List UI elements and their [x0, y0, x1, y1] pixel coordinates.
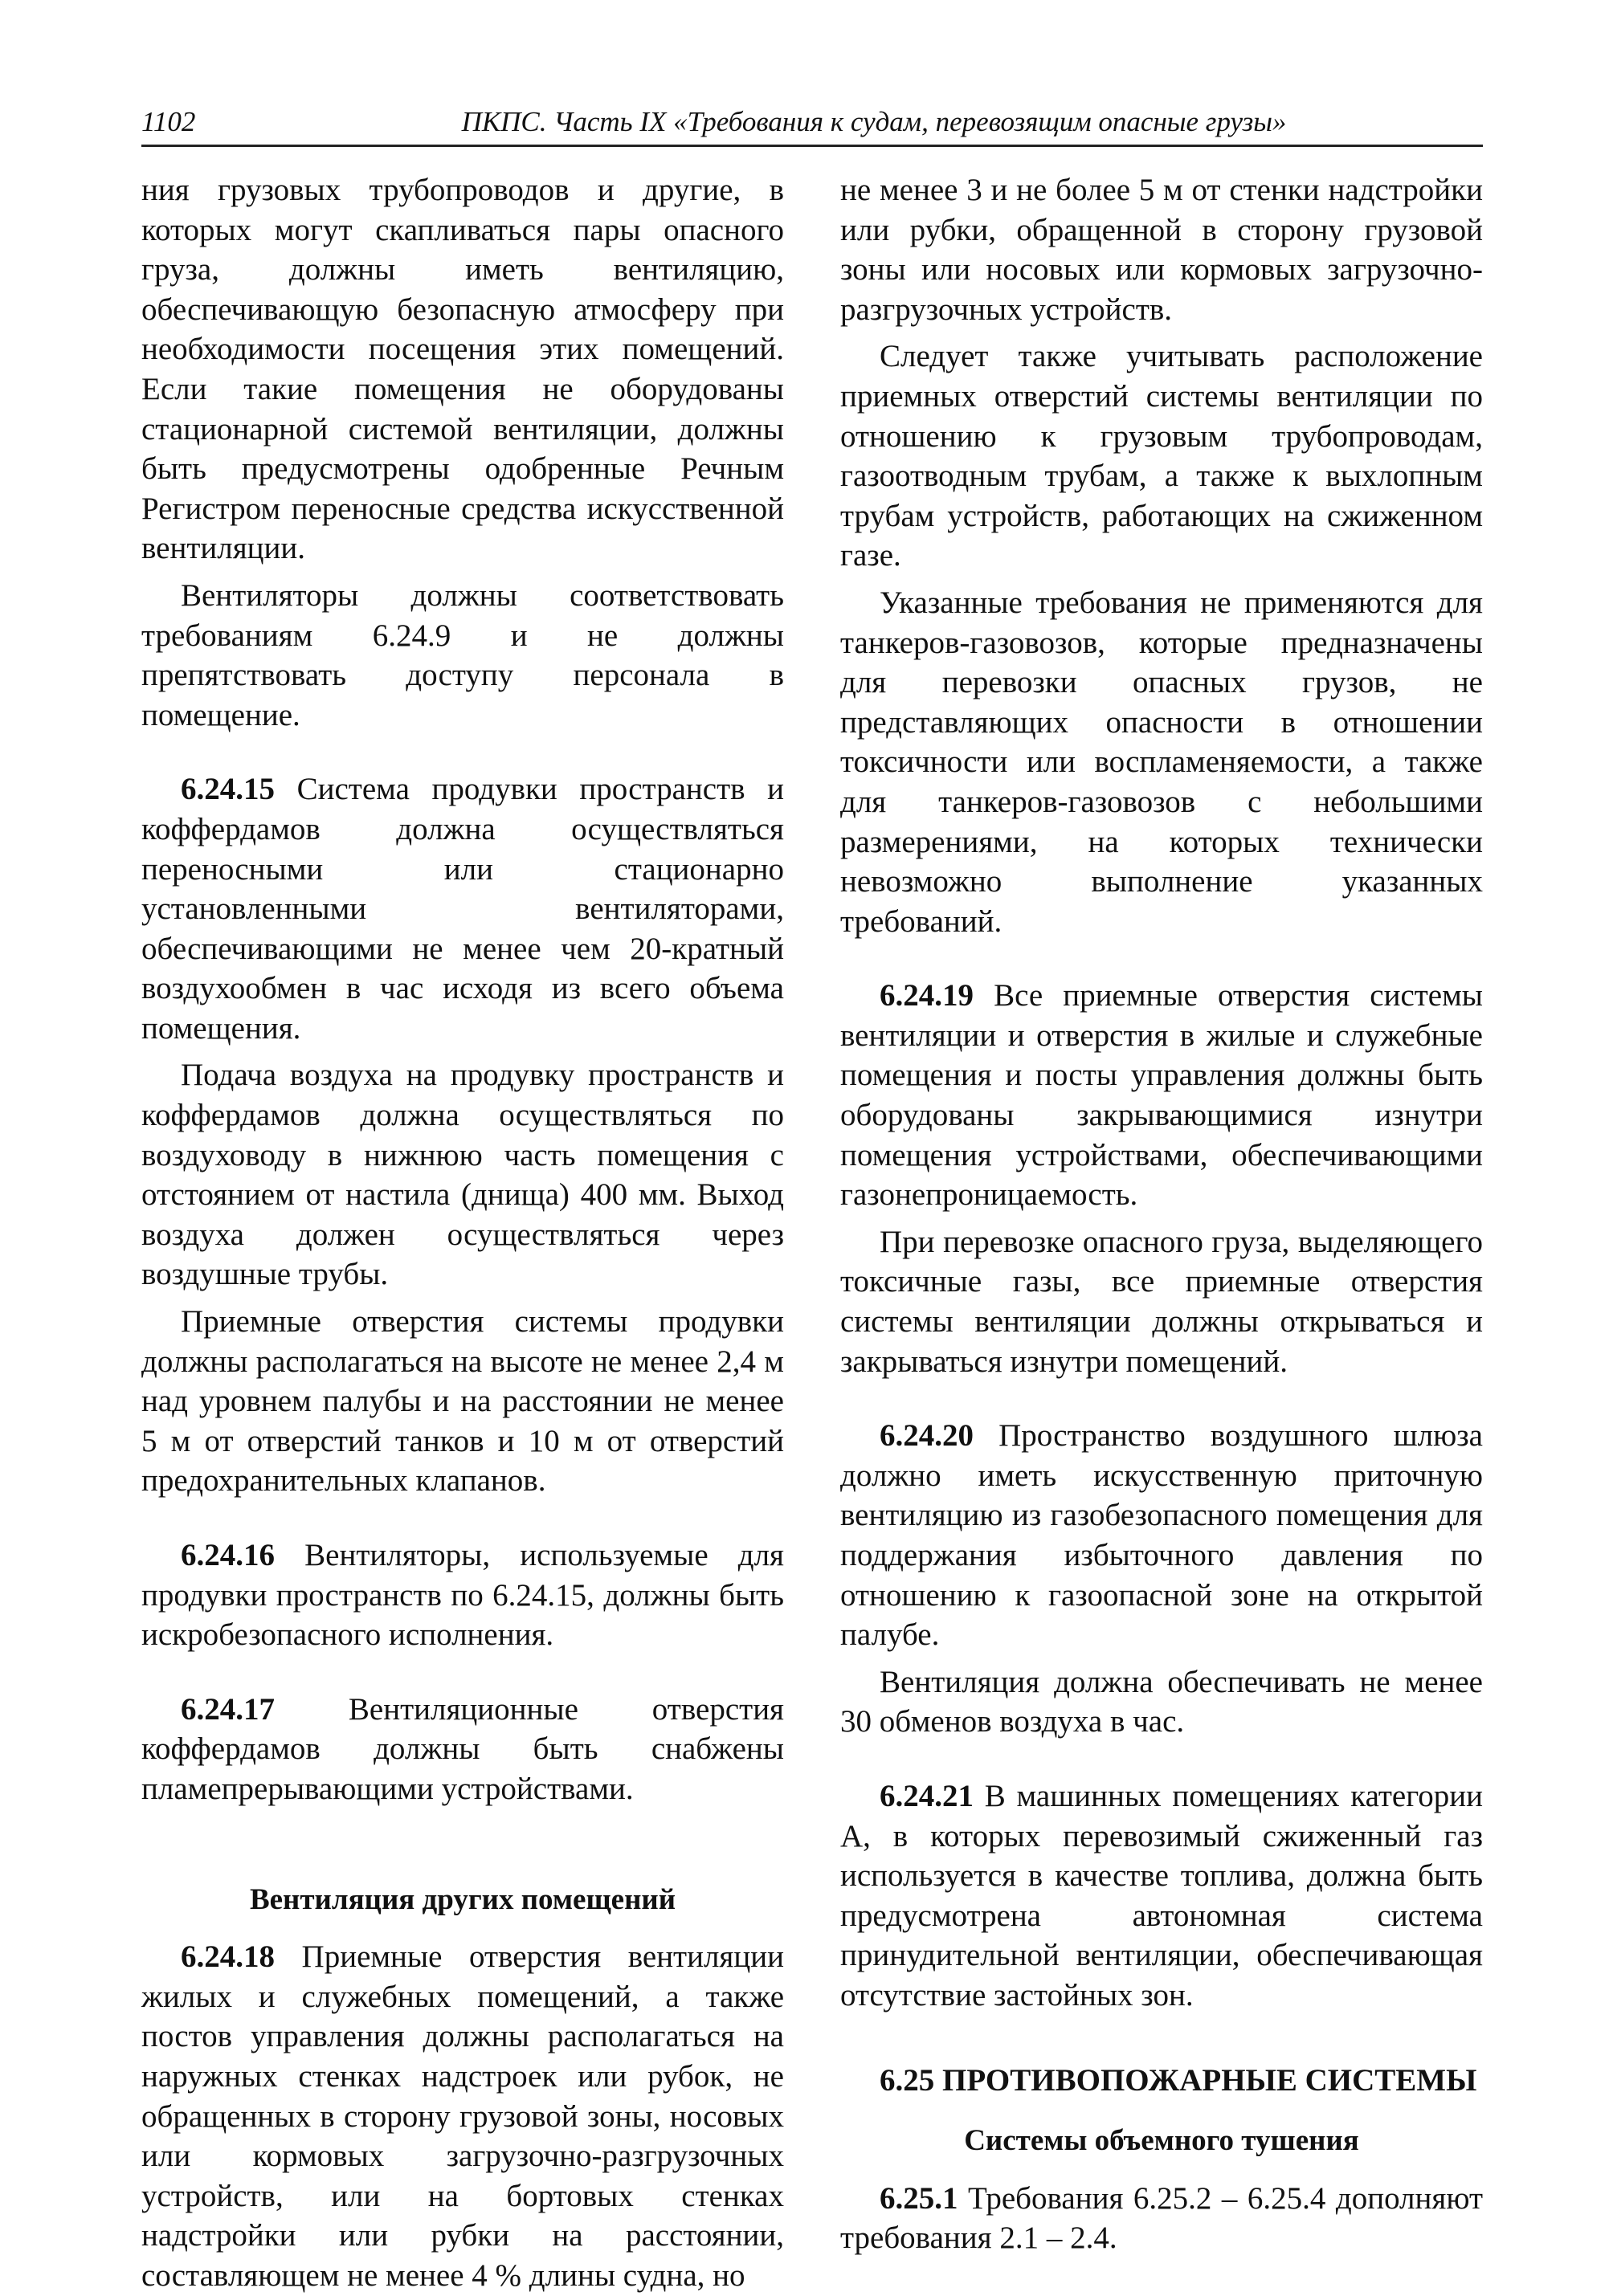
clause-number: 6.24.19	[880, 978, 974, 1013]
clause-number: 6.24.21	[880, 1778, 974, 1813]
clause-number: 6.24.18	[181, 1939, 275, 1975]
clause-number: 6.24.16	[181, 1538, 275, 1572]
clause-6-24-18	[141, 1937, 784, 2295]
page-number: 1102	[141, 106, 196, 137]
clause-text: В машинных помещениях категории А, в которых перевозимый сжиженный газ используется в качестве топлива, должна быть предусмотрена автономная система принудительной вентиляции, обеспечивающая отсутствие застойных зон.	[840, 1778, 1483, 2013]
paragraph-air-supply: Подача воздуха на продувку пространств и коффердамов должна осуществляться по воздуховоду в нижнюю часть помещения с отстоянием от настила (днища) 400 мм. Выход воздуха должен осуществляться через воздушные трубы.	[141, 1058, 784, 1292]
paragraph-fan-requirements: Вентиляторы должны соответствовать требованиям 6.24.9 и не должны препятствовать доступу персонала в помещение.	[141, 577, 784, 732]
clause-text: Система продувки пространств и коффердамов должна осуществляться переносными или стационарно установленными вентиляторами, обеспечивающими не менее чем 20-кратный воздухообмен в час исходя из всего объема помещения.	[141, 772, 785, 1046]
clause-text: Вентиляторы, используемые для продувки пространств по 6.24.15, должны быть искробезопасного исполнения.	[141, 1538, 784, 1653]
paragraph-toxic-cargo: При перевозке опасного груза, выделяющего токсичные газы, все приемные отверстия системы вентиляции должны открываться и закрываться изнутри помещений.	[840, 1224, 1483, 1379]
right-column	[840, 170, 1483, 2258]
paragraph-intake-location: Следует также учитывать расположение приемных отверстий системы вентиляции по отношению к грузовым трубопроводам, газоотводным трубам, а также к выхлопным трубам устройств, работающих на сжиженном газе.	[840, 339, 1483, 573]
clause-number: 6.24.20	[880, 1418, 974, 1454]
paragraph-gas-tankers: Указанные требования не применяются для танкеров-газовозов, которые предназначены для перевозки опасных грузов, не представляющих опасности в отношении токсичности или воспламеняемости, а также для танкеров-газовозов с небольшими размерениями, на которых технически невозможно выполнение указанных требований.	[840, 585, 1483, 939]
clause-text: Требования 6.25.2 – 6.25.4 дополняют требования 2.1 – 2.4.	[840, 2180, 1483, 2256]
clause-number: 6.24.17	[181, 1691, 275, 1727]
subheading-volumetric-extinguishing: Системы объемного тушения	[964, 2124, 1359, 2158]
paragraph-air-changes: Вентиляция должна обеспечивать не менее 30 обменов воздуха в час.	[840, 1664, 1483, 1739]
clause-6-24-16	[141, 1535, 784, 1655]
clause-text: Приемные отверстия вентиляции жилых и служебных помещений, а также постов управления должны располагаться на наружных стенках надстроек или рубок, не обращенных в сторону грузовой зоны, носовых или кормовых загрузочно-разгрузочных устройств, или на бортовых стенках надстройки или рубки на расстоянии, составляющем не менее 4 % длины судна, но	[141, 1939, 784, 2293]
left-column	[141, 170, 784, 2296]
running-header	[141, 100, 1483, 147]
clause-6-24-15	[141, 769, 784, 1048]
subheading-other-spaces-ventilation: Вентиляция других помещений	[249, 1882, 676, 1916]
section-title-fire-systems: 6.25 ПРОТИВОПОЖАРНЫЕ СИСТЕМЫ	[880, 2062, 1477, 2098]
book-title: ПКПС. Часть IX «Требования к судам, перевозящим опасные грузы»	[461, 106, 1287, 137]
clause-text: Пространство воздушного шлюза должно иметь искусственную приточную вентиляцию из газобезопасного помещения для поддержания избыточного давления по отношению к газоопасной зоне на открытой палубе.	[840, 1418, 1483, 1653]
clause-6-24-17	[141, 1690, 784, 1809]
clause-6-24-19	[840, 976, 1483, 1215]
clause-6-25-1	[840, 2179, 1483, 2258]
paragraph-continuation: не менее 3 и не более 5 м от стенки надстройки или рубки, обращенной в сторону грузовой зоны или носовых или кормовых загрузочно-разгрузочных устройств.	[840, 173, 1483, 327]
clause-6-24-20	[840, 1416, 1483, 1655]
clause-6-24-21	[840, 1776, 1483, 2016]
paragraph-continuation: ния грузовых трубопроводов и другие, в которых могут скапливаться пары опасного груза, должны иметь вентиляцию, обеспечивающую безопасную атмосферу при необходимости посещения этих помещений. Если такие помещения не оборудованы стационарной системой вентиляции, должны быть предусмотрены одобренные Речным Регистром переносные средства искусственной вентиляции.	[141, 173, 784, 566]
clause-text: Вентиляционные отверстия коффердамов должны быть снабжены пламепрерывающими устройствами.	[141, 1691, 784, 1806]
clause-number: 6.24.15	[181, 772, 275, 807]
clause-number: 6.25.1	[880, 2180, 958, 2216]
paragraph-intake-openings: Приемные отверстия системы продувки должны располагаться на высоте не менее 2,4 м над уровнем палубы и на расстоянии не менее 5 м от отверстий танков и 10 м от отверстий предохранительных клапанов.	[141, 1304, 784, 1499]
clause-text: Все приемные отверстия системы вентиляции и отверстия в жилые и служебные помещения и посты управления должны быть оборудованы закрывающимися изнутри помещения устройствами, обеспечивающими газонепроницаемость.	[840, 978, 1483, 1213]
